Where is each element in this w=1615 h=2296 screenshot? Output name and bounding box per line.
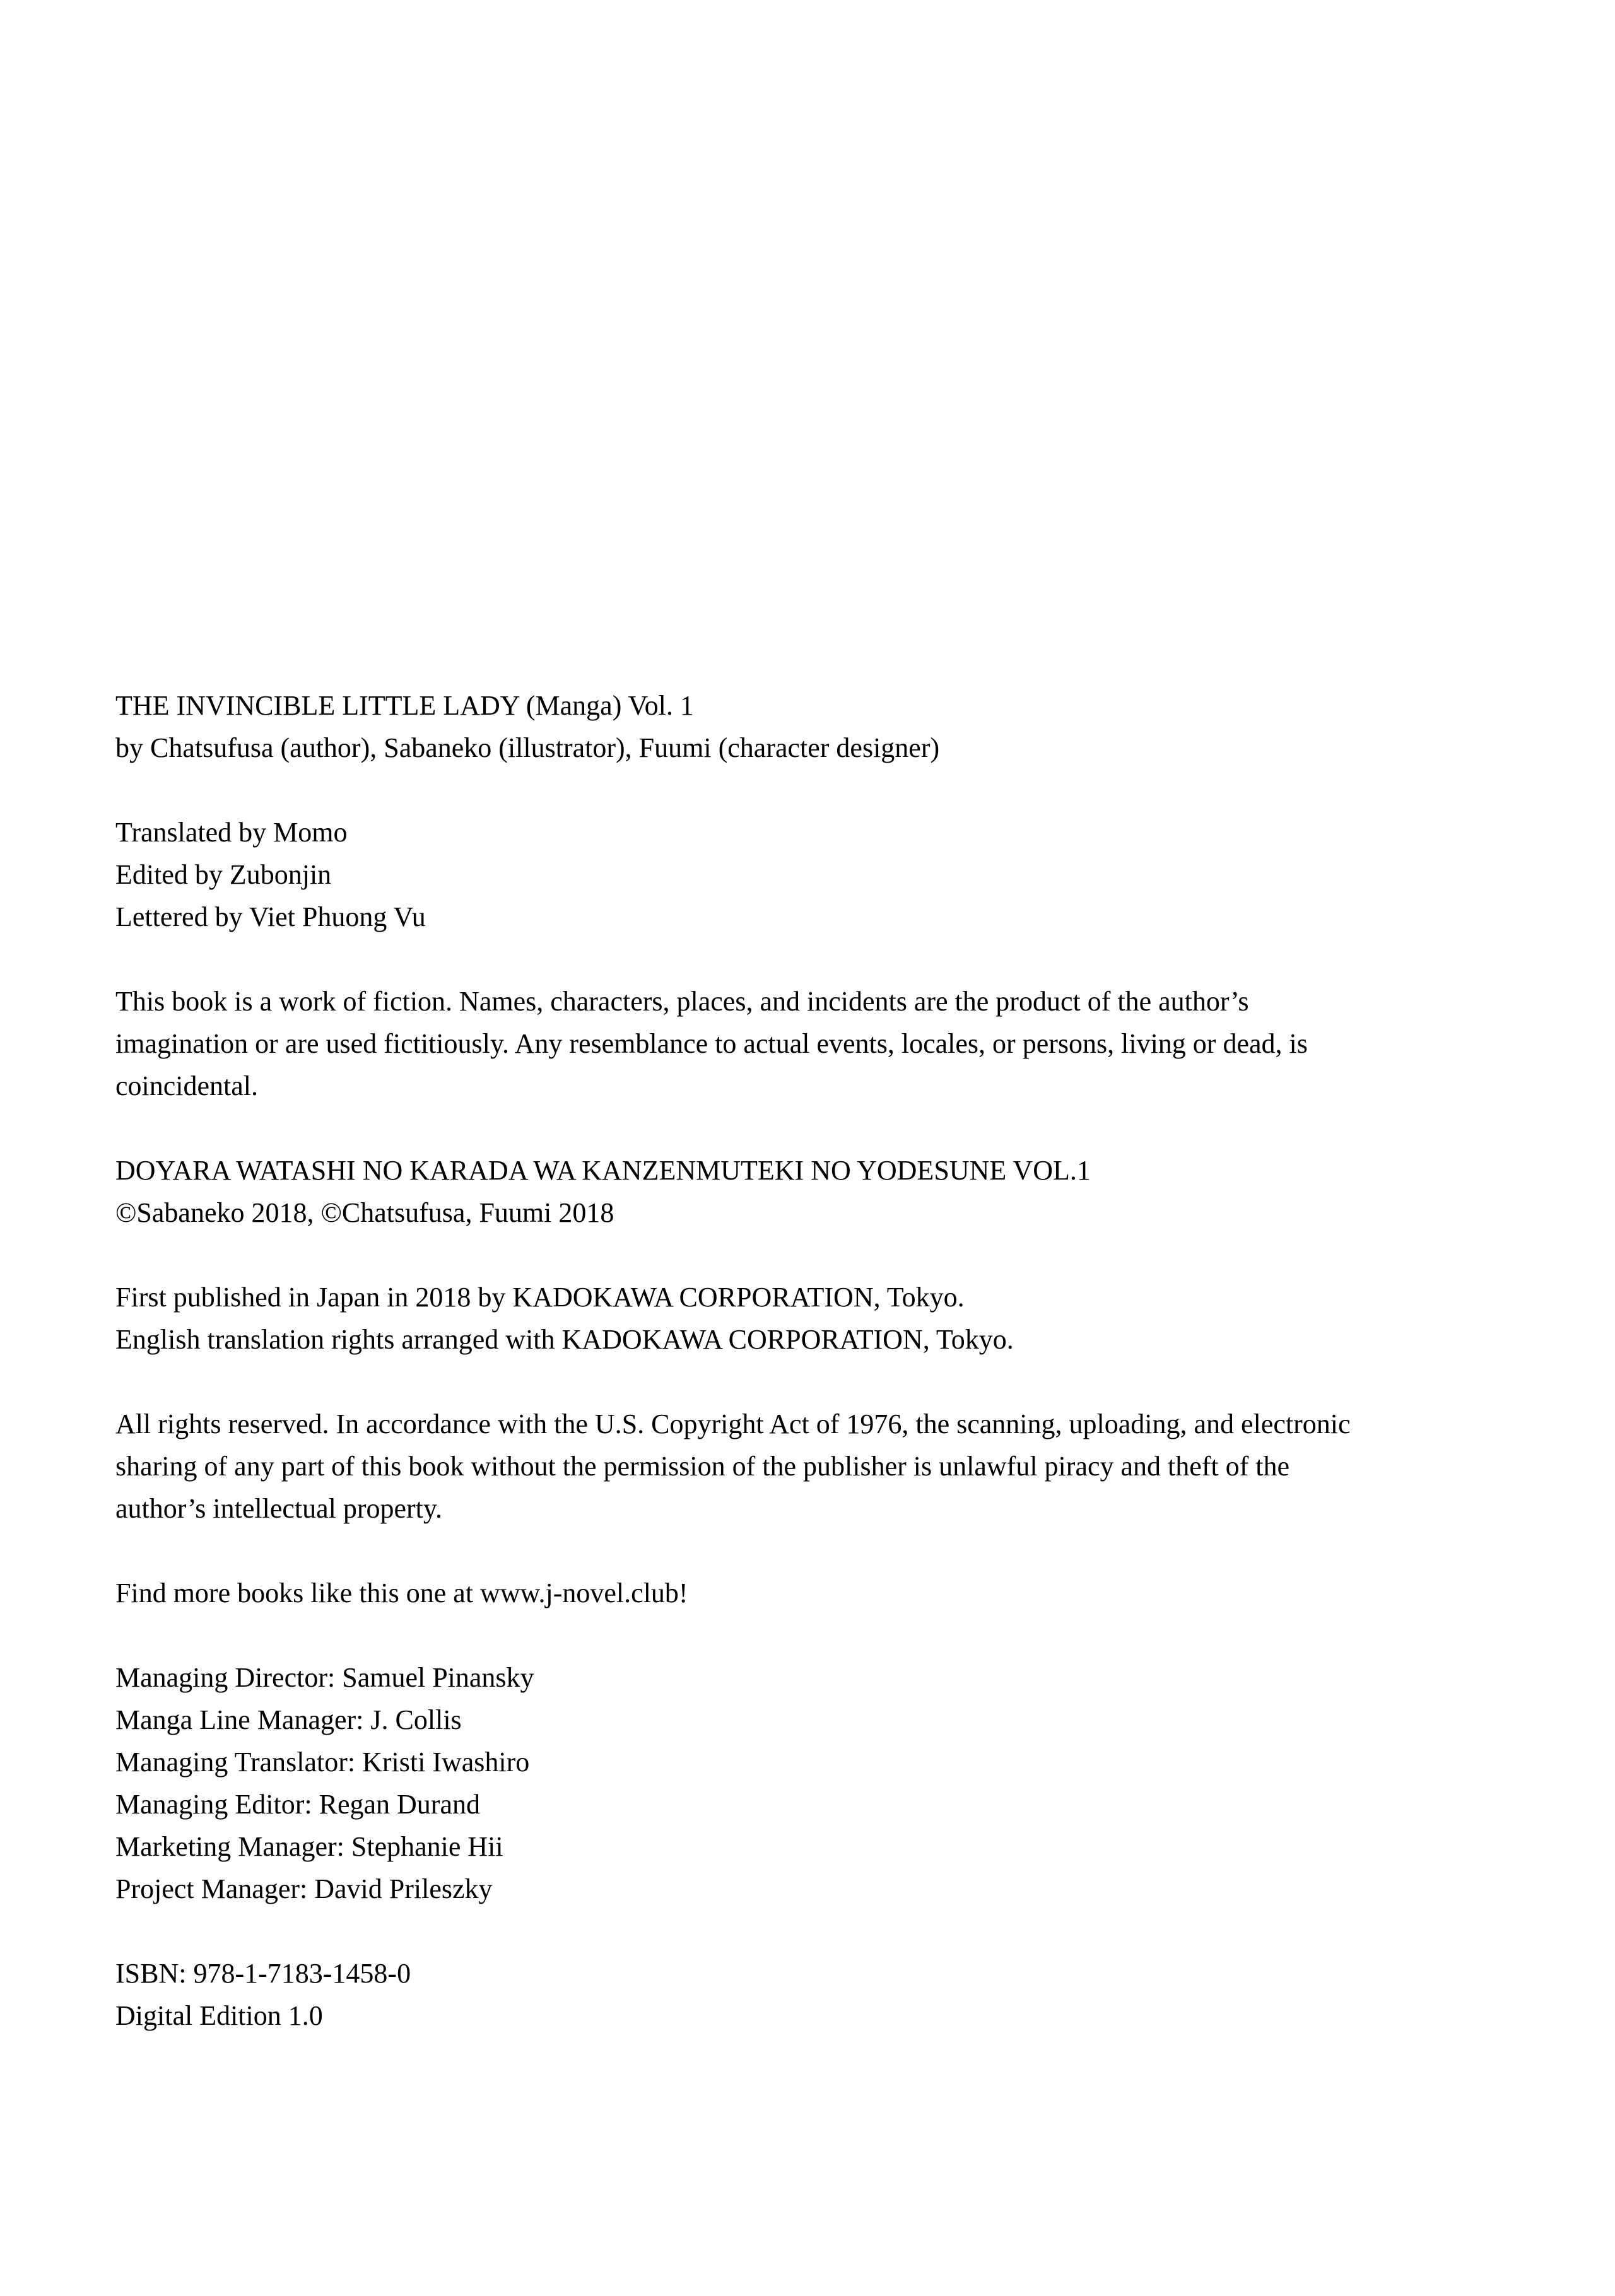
book-title: THE INVINCIBLE LITTLE LADY (Manga) Vol. 1: [115, 690, 694, 721]
credits-block: [115, 811, 1374, 938]
staff-item: Manga Line Manager: J. Collis: [115, 1704, 462, 1735]
colophon: [115, 684, 1374, 2037]
staff-item: Marketing Manager: Stephanie Hii: [115, 1831, 503, 1862]
letterer-credit: Lettered by Viet Phuong Vu: [115, 901, 426, 932]
editor-credit: Edited by Zubonjin: [115, 859, 332, 890]
translator-credit: Translated by Momo: [115, 817, 348, 848]
publication-block: [115, 1276, 1374, 1361]
title-block: [115, 684, 1374, 769]
find-more-books-line: Find more books like this one at www.j-novel.club!: [115, 1578, 688, 1608]
staff-item: Managing Translator: Kristi Iwashiro: [115, 1747, 530, 1778]
original-japanese-title: DOYARA WATASHI NO KARADA WA KANZENMUTEKI NO YODESUNE VOL.1: [115, 1155, 1091, 1186]
rights-notice: All rights reserved. In accordance with the U.S. Copyright Act of 1976, the scanning, uploading, and electronic sharing of any part of this book without the permission of the publisher is unlawful piracy and theft of the author’s intellectual property.: [115, 1409, 1351, 1524]
original-title-block: [115, 1149, 1374, 1234]
staff-item: Managing Director: Samuel Pinansky: [115, 1662, 534, 1693]
edition-line: Digital Edition 1.0: [115, 2000, 323, 2031]
first-published-line: First published in Japan in 2018 by KADOKAWA CORPORATION, Tokyo.: [115, 1282, 965, 1313]
edition-block: [115, 1952, 1374, 2037]
isbn-line: ISBN: 978-1-7183-1458-0: [115, 1958, 411, 1989]
copyright-line: ©Sabaneko 2018, ©Chatsufusa, Fuumi 2018: [115, 1197, 614, 1228]
staff-list: [115, 1656, 1374, 1910]
fiction-disclaimer: This book is a work of fiction. Names, characters, places, and incidents are the product of the author’s imagination or are used fictitiously. Any resemblance to actual events, locales, or persons, living or dead, is coincidental.: [115, 986, 1308, 1101]
byline: by Chatsufusa (author), Sabaneko (illustrator), Fuumi (character designer): [115, 732, 940, 763]
staff-item: Project Manager: David Prileszky: [115, 1873, 493, 1904]
translation-rights-line: English translation rights arranged with KADOKAWA CORPORATION, Tokyo.: [115, 1324, 1014, 1355]
staff-item: Managing Editor: Regan Durand: [115, 1789, 480, 1820]
